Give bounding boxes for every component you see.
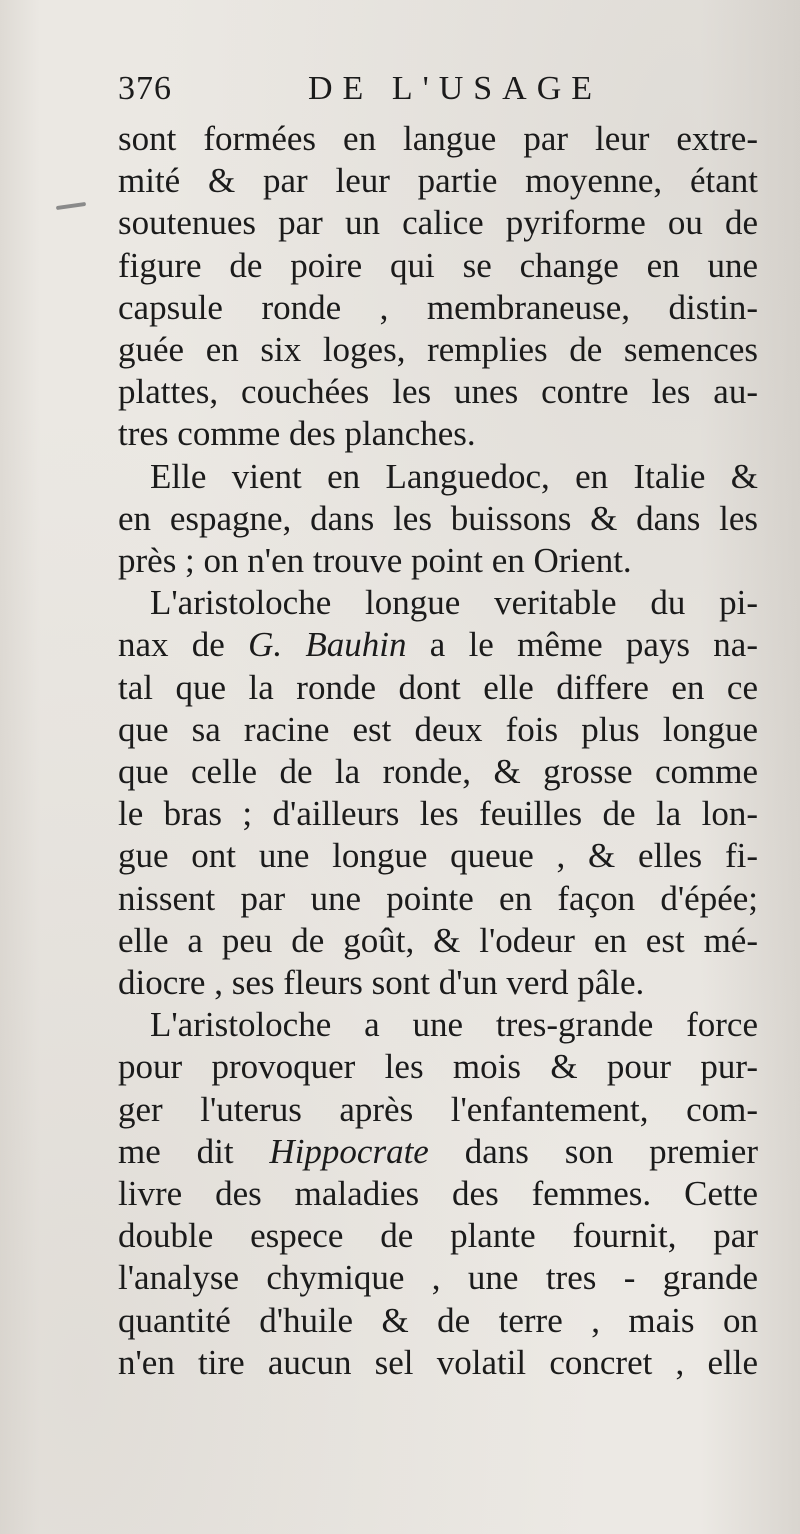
text-line: figure de poire qui se change en une	[118, 245, 758, 285]
text-line: ger l'uterus après l'enfantement, com-	[118, 1089, 758, 1129]
text-line: tres comme des planches.	[118, 414, 476, 454]
text-line: guée en six loges, remplies de semences	[118, 330, 758, 370]
text-line: pour provoquer les mois & pour pur-	[118, 1047, 758, 1087]
text-line: diocre , ses fleurs sont d'un verd pâle.	[118, 963, 645, 1003]
text-line: quantité d'huile & de terre , mais on	[118, 1300, 758, 1340]
text-line: l'analyse chymique , une tres - grande	[118, 1258, 758, 1298]
text-line: Elle vient en Languedoc, en Italie &	[150, 456, 758, 496]
text-line: le bras ; d'ailleurs les feuilles de la lon-	[118, 794, 758, 834]
text-line: en espagne, dans les buissons & dans les	[118, 498, 758, 538]
line-start: me dit	[118, 1131, 270, 1171]
margin-mark	[56, 202, 86, 210]
line-end: a le même pays na-	[406, 625, 758, 665]
line-start: nax de	[118, 625, 249, 665]
text-line: livre des maladies des femmes. Cette	[118, 1174, 758, 1214]
text-line: gue ont une longue queue , & elles fi-	[118, 836, 758, 876]
running-title: DE L'USAGE	[308, 70, 603, 107]
text-line-with-author	[118, 624, 758, 666]
text-line: n'en tire aucun sel volatil concret , elle	[118, 1342, 758, 1382]
text-line: plattes, couchées les unes contre les au-	[118, 372, 758, 412]
author-name: G. Bauhin	[248, 625, 407, 665]
text-line-with-citation	[118, 1131, 758, 1173]
text-line: tal que la ronde dont elle differe en ce	[118, 667, 758, 707]
page-header	[118, 66, 758, 118]
text-line: que sa racine est deux fois plus longue	[118, 709, 758, 749]
text-line: L'aristoloche a une tres-grande force	[150, 1005, 758, 1045]
text-line: que celle de la ronde, & grosse comme	[118, 752, 758, 792]
body-text	[118, 118, 758, 1384]
book-page	[118, 66, 758, 1384]
text-line: près ; on n'en trouve point en Orient.	[118, 541, 632, 581]
line-end: dans son premier	[428, 1131, 758, 1171]
cited-author: Hippocrate	[269, 1131, 429, 1171]
text-line: nissent par une pointe en façon d'épée;	[118, 878, 758, 918]
text-line: elle a peu de goût, & l'odeur en est mé-	[118, 920, 758, 960]
page-number: 376	[118, 70, 172, 107]
text-line: double espece de plante fournit, par	[118, 1216, 758, 1256]
text-line: capsule ronde , membraneuse, distin-	[118, 287, 758, 327]
text-line: sont formées en langue par leur extre-	[118, 119, 758, 158]
text-line: L'aristoloche longue veritable du pi-	[150, 583, 758, 623]
text-line: soutenues par un calice pyriforme ou de	[118, 203, 758, 243]
text-line: mité & par leur partie moyenne, étant	[118, 161, 758, 201]
